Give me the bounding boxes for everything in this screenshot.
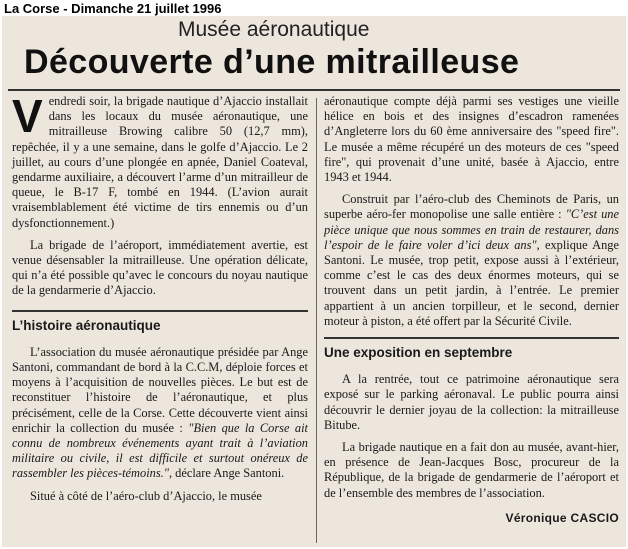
paragraph-2: La brigade de l’aéroport, immédiatement avertie, est venue désensabler la mitrailleuse. Une opération délicate, qui n’a été possible qu’avec le concours du noyau nautique de la gendarmerie d’Ajaccio.	[12, 237, 308, 298]
author-signature: Véronique CASCIO	[505, 510, 619, 525]
paragraph-6-start: Construit par l’aéro-club des Cheminots de Paris, un superbe aéro-fer monopolise une salle entière :	[324, 192, 619, 222]
paragraph-3	[12, 345, 308, 482]
paragraph-6	[324, 192, 619, 329]
subhead-exposition: Une exposition en septembre	[324, 337, 619, 360]
headline-rule	[8, 89, 620, 91]
column-divider	[316, 98, 317, 543]
paragraph-1-text: endredi soir, la brigade nautique d’Ajaccio installait dans les locaux du musée aéronautique, une mitrailleuse Browing calibre 50 (12,7 mm), repêchée, il y a une semaine, dans le golfe d’Ajaccio. Le 2 juillet, au cours d’une plongée en apnée, Daniel Coateval, gendarme auxiliaire, a découvert l’arme d’un mitrailleur de queue, le B-17 F, tombé en 1944. (L’avion aurait vraisemblablement été victime de tirs ennemis ou d’un dysfonctionnement.)	[12, 94, 308, 230]
paragraph-3-start: L’association du musée aéronautique présidée par Ange Santoni, commandant de bord à la C.C.M, déploie forces et moyens à l’acquisition de nouvelles pièces. Le but est de reconstituer l’histoire de l’aéronautique, et plus précisément, celle de la Corse. Cette découverte vient ainsi enrichir la collection du musée :	[12, 344, 308, 435]
paragraph-3-end: , déclare Ange Santoni.	[168, 466, 285, 481]
paragraph-3-quote: "Bien que la Corse ait connu de nombreux événements ayant trait à l’aviation militaire ou civile, il est difficile et surtout onéreux de rassembler les pièces-témoins."	[12, 420, 308, 481]
newspaper-source-line: La Corse - Dimanche 21 juillet 1996	[4, 1, 222, 16]
subhead-histoire: L’histoire aéronautique	[12, 310, 308, 333]
paragraph-1	[12, 90, 308, 231]
article-headline: Découverte d’une mitrailleuse	[24, 43, 520, 81]
newspaper-clipping	[2, 16, 626, 547]
paragraph-4: Situé à côté de l’aéro-club d’Ajaccio, le musée	[30, 488, 262, 503]
paragraph-6-quote: "C’est une pièce unique que nous sommes en train de restaurer, dans l’espoir de le faire voler d’ici deux ans"	[324, 207, 619, 252]
left-column	[12, 90, 308, 511]
drop-cap: V	[12, 90, 43, 142]
article-rubric: Musée aéronautique	[178, 18, 370, 41]
paragraph-7: A la rentrée, tout ce patrimoine aéronautique sera exposé sur le parking aéronaval. Le public pourra ainsi découvrir le dernier joyau de la collection: la mitrailleuse Bitube.	[324, 372, 619, 432]
right-column	[324, 94, 619, 526]
paragraph-6-end: , explique Ange Santoni. Le musée, trop petit, expose aussi à l’extérieur, comme c’est le cas des deux énormes moteurs, qui se trouvent dans un petit jardin, à l’entrée. Le premier appartient à un ancien torpilleur, et le second, dernier moteur à piston, a été offert par la Sécurité Civile.	[324, 237, 619, 328]
paragraph-8: La brigade nautique en a fait don au musée, avant-hier, en présence de Jean-Jacques Bosc, procureur de la République, de la brigade de gendarmerie de l’aéroport et de l’ensemble des membres de l’association.	[324, 440, 619, 500]
paragraph-5: aéronautique compte déjà parmi ses vestiges une vieille hélice en bois et des insignes d’escadron ramenées d’Angleterre lors du 60 ème anniversaire des "speed fire". Le musée a même récupéré un des moteurs de ces "speed fire", qui provenait d’une unité, basée à Ajaccio, entre 1943 et 1944.	[324, 94, 619, 185]
